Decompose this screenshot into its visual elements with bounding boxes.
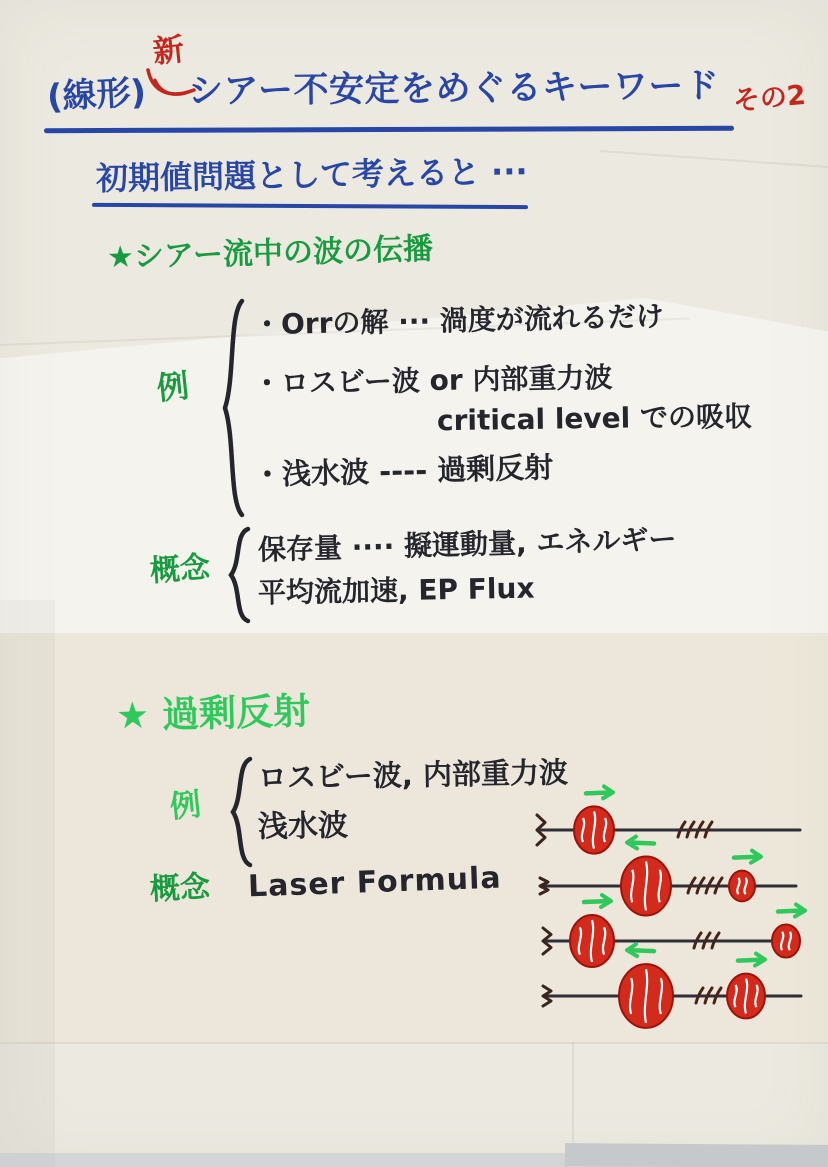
paper-crease	[600, 150, 828, 168]
concept-value: Laser Formula	[247, 860, 503, 905]
over-reflection-heading: ★ 過剰反射	[115, 689, 311, 738]
page-title-main: シアー不安定をめぐるキーワード	[187, 66, 720, 112]
concept-label-2: 概念	[149, 869, 211, 908]
intro-heading: 初期値問題として考えると ···	[95, 152, 528, 198]
wave-propagation-heading: ★シアー流中の波の伝播	[106, 231, 434, 276]
scanner-edge-left	[0, 600, 55, 1167]
example-item: ・浅水波 ---- 過剰反射	[252, 450, 554, 492]
example-label-2: 例	[168, 786, 203, 826]
scanner-edge-bottom	[0, 1153, 828, 1167]
intro-underline	[92, 203, 528, 209]
title-underline	[44, 126, 734, 133]
example-label: 例	[155, 366, 191, 408]
concept-item: 平均流加速, EP Flux	[257, 571, 535, 610]
example-item: ・ロスビー波 or 内部重力波	[252, 360, 613, 401]
concept-label: 概念	[148, 549, 212, 590]
example-item: critical level での吸収	[436, 399, 753, 438]
page-title-paren: (線形)	[45, 72, 148, 118]
over-reflection-diagram	[500, 780, 828, 1030]
concept-item: 保存量 ···· 擬運動量, エネルギー	[257, 522, 677, 567]
insertion-mark: 新	[151, 31, 186, 71]
paper-crease	[0, 1042, 828, 1044]
page-title-note: その2	[731, 79, 807, 118]
example-item: ロスビー波, 内部重力波	[257, 755, 569, 795]
example-item: 浅水波	[257, 808, 349, 845]
example-item: ・Orrの解 ··· 渦度が流れるだけ	[252, 299, 665, 342]
examples-brace	[216, 298, 256, 518]
concepts-brace	[222, 526, 262, 624]
paper-crease	[572, 1042, 574, 1167]
scanner-edge-corner	[565, 1143, 828, 1167]
